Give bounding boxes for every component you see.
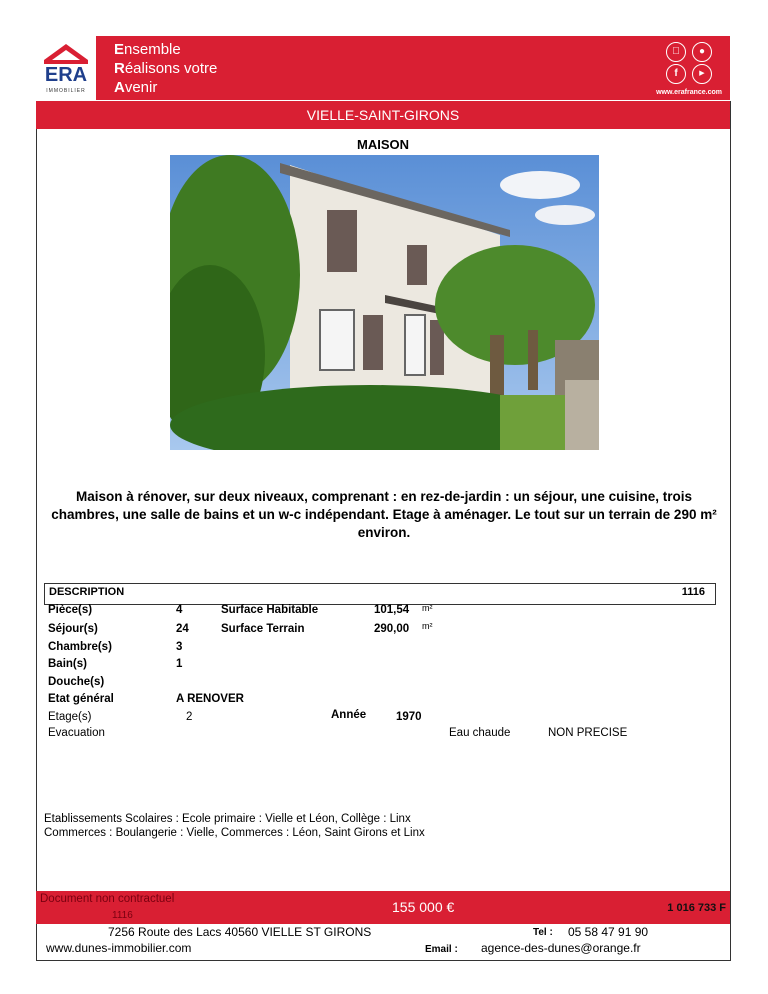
surface-habitable-unit: m²: [422, 603, 433, 613]
youtube-icon[interactable]: ▶: [692, 64, 712, 84]
bains-value: 1: [176, 658, 183, 670]
neighborhood-notes: [44, 812, 425, 840]
facebook-icon[interactable]: f: [666, 64, 686, 84]
email-label: Email :: [425, 944, 458, 955]
price: 155 000 €: [392, 899, 455, 915]
footer-reference: 1116: [112, 910, 133, 921]
apple-icon[interactable]: [666, 42, 686, 62]
eau-chaude-value: NON PRECISE: [548, 727, 628, 739]
etage-value: 2: [186, 711, 193, 723]
pieces-value: 4: [176, 604, 183, 616]
price-francs: 1 016 733 F: [667, 902, 726, 914]
agency-email[interactable]: agence-des-dunes@orange.fr: [481, 941, 641, 955]
sejour-label: Séjour(s): [48, 623, 98, 635]
agency-website[interactable]: www.dunes-immobilier.com: [46, 941, 192, 955]
era-logo-text: ERA: [44, 64, 88, 86]
slogan-line-2: Réalisons votre: [114, 60, 218, 77]
footer-price-bar: [36, 891, 730, 924]
etage-label: Etage(s): [48, 711, 92, 723]
android-icon[interactable]: ●: [692, 42, 712, 62]
annee-value: 1970: [396, 711, 422, 723]
description-header: [44, 583, 716, 605]
description-reference: 1116: [681, 586, 705, 598]
surface-habitable-value: 101,54: [374, 604, 410, 616]
era-logo-subtext: IMMOBILIER: [46, 88, 86, 94]
property-type: MAISON: [357, 137, 409, 152]
bains-label: Bain(s): [48, 658, 87, 670]
tel-label: Tel :: [533, 927, 553, 938]
etat-value: A RENOVER: [176, 693, 244, 705]
evacuation-label: Evacuation: [48, 727, 105, 739]
pieces-label: Pièce(s): [48, 604, 93, 616]
surface-terrain-value: 290,00: [374, 623, 410, 635]
header-slogan: [114, 40, 217, 97]
property-photo: [170, 155, 599, 450]
site-url[interactable]: www.erafrance.com: [656, 89, 722, 96]
notes-line-schools: Etablissements Scolaires : Ecole primaire : Vielle et Léon, Collège : Linx: [44, 813, 411, 825]
etat-label: Etat général: [48, 693, 114, 705]
header-banner: [36, 36, 730, 100]
chambres-value: 3: [176, 641, 183, 653]
slogan-line-1: Ensemble: [114, 41, 181, 58]
sejour-value: 24: [176, 623, 189, 635]
property-summary: Maison à rénover, sur deux niveaux, comprenant : en rez-de-jardin : un séjour, une cuisine, trois chambres, une salle de bains et un w-c indépendant. Etage à aménager. Le tout sur un terrain de 290 m² environ.: [51, 489, 717, 540]
surface-terrain-label: Surface Terrain: [221, 623, 305, 635]
douche-label: Douche(s): [48, 676, 105, 688]
eau-chaude-label: Eau chaude: [449, 727, 511, 739]
surface-terrain-unit: m²: [422, 621, 433, 631]
agency-phone[interactable]: 05 58 47 91 90: [568, 925, 649, 939]
era-logo[interactable]: [36, 36, 98, 100]
description-title: DESCRIPTION: [49, 586, 125, 598]
surface-habitable-label: Surface Habitable: [221, 604, 319, 616]
chambres-label: Chambre(s): [48, 641, 112, 653]
notes-line-shops: Commerces : Boulangerie : Vielle, Commerces : Léon, Saint Girons et Linx: [44, 827, 425, 839]
slogan-line-3: Avenir: [114, 79, 158, 96]
annee-label: Année: [331, 709, 367, 721]
disclaimer: Document non contractuel: [40, 893, 175, 905]
agency-address: 7256 Route des Lacs 40560 VIELLE ST GIRONS: [108, 925, 372, 939]
town-bar: VIELLE-SAINT-GIRONS: [36, 101, 730, 129]
